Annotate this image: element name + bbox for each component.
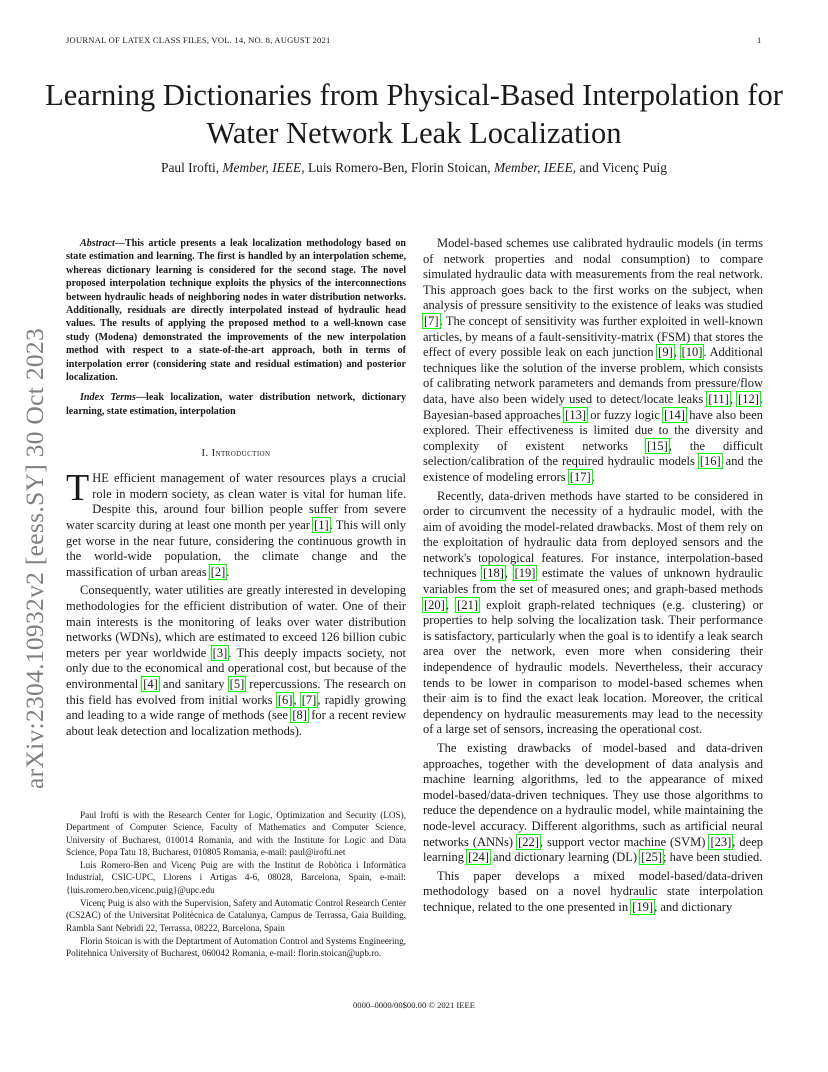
footnote-puig: Vicenç Puig is also with the Supervision, Safety and Automatic Control Research Center (CS2AC) of the Universitat Politècnica de Catalunya, Campus de Terrassa, Gaia Building, Rambla Sant Nebridi 22, Terrassa, 08222, Barcelona, Spain: [66, 898, 406, 933]
text-run: . The concept of sensitivity was further exploited in well-known articles, by means of a fault-sensitivity-matrix (FSM) that stores the effect of every possible leak on each junction: [423, 313, 763, 360]
footnote-stoican: Florin Stoican is with the Deptartment of Automation Control and Systems Engineering, Politehnica University of Bucharest, 060042 Romania, e-mail: florin.stoican@upb.ro.: [66, 935, 406, 959]
text-run: efficient management of water resources plays a crucial role in modern society, as clean water is vital for human life. Despite this, around four billion people suffer from severe water scarcity during at least one month per year: [66, 471, 406, 533]
footnote-romero-puig: Luis Romero-Ben and Vicenç Puig are with the Institut de Robòtica i Informàtica Industrial, CSIC-UPC, Llorens i Artigas 4-6, 08028, Barcelona, Spain, e-mail: {luis.romero.ben,vicenc.puig}@upc.edu: [66, 860, 406, 895]
text-run: estimate the values of unknown hydraulic variables from the set of measured ones; and graph-based methods: [423, 566, 763, 597]
text-run: . This deeply impacts society, not only due to the economical and operational cost, but because of the environmental: [66, 645, 407, 691]
citation-link[interactable]: [23]: [710, 834, 732, 849]
citation-link[interactable]: [17]: [569, 469, 591, 484]
text-run: ,: [504, 566, 514, 581]
dropcap: T: [66, 467, 90, 510]
citation-link[interactable]: [21]: [457, 597, 478, 612]
text-run: ,: [293, 692, 301, 707]
text-run: The existing drawbacks of model-based and data-driven approaches, together with the development of data analysis and machine learning algorithms, led to the appearance of mixed model-based/data-driven techniques. They use those algorithms to reduce the dependence on a hydraulic model, while maintaining the node-level accuracy. Different algorithms, such as artificial neural networks (ANNs): [423, 741, 763, 849]
citation-link[interactable]: [12]: [738, 391, 759, 406]
text-run: ,: [729, 391, 738, 406]
text-run: .: [226, 564, 230, 579]
section-title: Introduction: [211, 448, 271, 460]
text-run: . Bayesian-based approaches: [423, 391, 764, 422]
citation-link[interactable]: [22]: [518, 834, 539, 849]
text-run: , and dictionary: [654, 899, 733, 914]
text-run: . Additional techniques like the solution of the inverse problem, which consists of calibrating network parameters and demands from pressure/flow data, have also been widely used to detect/locate leaks: [423, 345, 763, 406]
author-romero-stoican: Luis Romero-Ben, Florin Stoican,: [307, 160, 491, 175]
text-run: Consequently, water utilities are greatly interested in developing methodologies for the efficient distribution of water. One of their main interests is the monitoring of leaks over water distribution networks (WDNs), which are estimated to exceed 126 billion cubic meters per year worldwide: [66, 583, 406, 660]
left-column: [66, 237, 406, 739]
body-paragraph-model-based: [423, 236, 763, 486]
citation-link[interactable]: [1]: [314, 518, 329, 533]
text-run: repercussions. The research on this field has evolved from initial works: [66, 677, 406, 707]
author-list: [40, 159, 788, 176]
text-run: Recently, data-driven methods have started to be considered in order to circumvent the necessity of a hydraulic model, with the aim of avoiding the model-related drawbacks. Most of them rely on the exploitation of hydraulic data from deployed sensors and the network's topological features. For instance, interpolation-based techniques: [423, 488, 763, 581]
page-number: 1: [757, 35, 762, 45]
citation-link[interactable]: [19]: [632, 899, 654, 914]
text-run: , rapidly growing and leading to a wide range of methods (see: [66, 692, 406, 723]
text-run: .: [591, 469, 595, 484]
citation-link[interactable]: [14]: [664, 407, 685, 422]
section-heading: [66, 448, 406, 459]
intro-first-word: HE: [92, 471, 109, 486]
text-run: and the existence of modeling errors: [423, 454, 763, 484]
text-run: ,: [445, 597, 457, 612]
paper-title: Learning Dictionaries from Physical-Based Interpolation for Water Network Leak Localization: [45, 78, 783, 150]
body-paragraph-data-driven: [423, 489, 763, 739]
citation-link[interactable]: [24]: [468, 850, 489, 865]
text-run: ; have been studied.: [663, 850, 763, 865]
affiliation-footnotes: [66, 809, 406, 960]
citation-link[interactable]: [10]: [681, 345, 703, 360]
index-terms-label: Index Terms: [80, 392, 136, 404]
citation-link[interactable]: [25]: [641, 850, 663, 865]
text-run: have also been explored. Their effectiveness is limited due to the diversity and complexity of existent networks: [423, 407, 764, 453]
citation-link[interactable]: [7]: [301, 692, 317, 707]
text-run: , support vector machine (SVM): [539, 834, 710, 849]
text-run: , the difficult selection/calibration of the required hydraulic models: [423, 438, 764, 469]
text-run: Model-based schemes use calibrated hydraulic models (in terms of network properties and nodal consumption) to compare simulated hydraulic data with measurements from the real network. This approach goes back to the first works on the subject, when analysis of pressure sensitivity to the existence of leaks was studied: [423, 236, 763, 313]
citation-link[interactable]: [4]: [143, 677, 158, 691]
index-terms-text: —leak localization, water distribution network, dictionary learning, state estimation, interpolation: [66, 392, 406, 417]
citation-link[interactable]: [16]: [699, 454, 721, 469]
text-run: or fuzzy logic: [586, 407, 664, 422]
author-irofti: Paul Irofti,: [161, 160, 220, 175]
body-paragraph-mixed: [423, 741, 763, 866]
abstract-label: Abstract: [80, 238, 115, 249]
footnote-irofti: Paul Irofti is with the Research Center for Logic, Optimization and Security (LOS), Department of Computer Science, Faculty of Mathematics and Computer Science, University of Bucharest, 010014 Romania, and with the Institute for Logic and Data Science, Popa Tatu 18, Bucharest, 010805 Romania, e-mail: paul@irofti.net: [66, 810, 406, 857]
citation-link[interactable]: [7]: [424, 313, 439, 328]
citation-link[interactable]: [8]: [292, 708, 307, 723]
citation-link[interactable]: [2]: [210, 564, 226, 579]
journal-header: JOURNAL OF LATEX CLASS FILES, VOL. 14, NO. 8, AUGUST 2021: [66, 35, 331, 45]
citation-link[interactable]: [11]: [708, 391, 729, 406]
text-run: and sanitary: [158, 677, 229, 691]
body-paragraph-contribution: [423, 869, 763, 916]
citation-link[interactable]: [3]: [212, 645, 228, 660]
author-stoican-role: Member, IEEE,: [493, 160, 577, 175]
right-column: [423, 236, 763, 916]
section-number: I.: [201, 448, 209, 460]
citation-link[interactable]: [6]: [277, 692, 293, 707]
text-run: ,: [673, 345, 681, 360]
copyright-footer: 0000–0000/00$00.00 © 2021 IEEE: [352, 1000, 476, 1010]
citation-link[interactable]: [9]: [658, 345, 673, 360]
citation-link[interactable]: [20]: [424, 597, 445, 612]
citation-link[interactable]: [13]: [565, 407, 586, 422]
text-run: This paper develops a mixed model-based/data-driven methodology based on a novel hydraulic state interpolation technique, related to the one presented in: [423, 868, 763, 914]
author-puig: and Vicenç Puig: [579, 160, 667, 175]
intro-paragraph-1: [66, 467, 407, 580]
intro-paragraph-2: [66, 583, 406, 739]
text-run: for a recent review about leak detection and localization methods).: [66, 708, 406, 738]
abstract-text: —This article presents a leak localization methodology based on state estimation and learning. The first is handled by an interpolation scheme, whereas dictionary learning is considered for the second stage. The novel proposed interpolation technique exploits the physics of the interconnections between hydraulic heads of neighboring nodes in water distribution networks. Additionally, residuals are directly interpolated instead of hydraulic head values. The results of applying the proposed method to a well-known case study (Modena) demonstrated the improvements of the new interpolation method with respect to a state-of-the-art approach, both in terms of interpolation error (considering state and residual estimation) and posterior localization.: [66, 238, 406, 384]
arxiv-identifier: arXiv:2304.10932v2 [eess.SY] 30 Oct 2023: [20, 327, 49, 789]
text-run: , deep learning: [423, 834, 763, 865]
text-run: exploit graph-related techniques (e.g. clustering) or properties to help solving the localization task. Their performance is satisfactory, particularly when the goal is to identify a leak search area over the network, even more when considering their independence of hydraulic models. Nevertheless, their accuracy tends to be lower in comparison to model-based schemes when their aim is to find the exact leak location. Moreover, the critical dependency on hydraulic measurements may lead to the necessity of a large set of sensors, increasing the operational cost.: [423, 597, 763, 737]
author-irofti-role: Member, IEEE,: [222, 160, 305, 175]
abstract: [66, 237, 406, 384]
text-run: . This will only get worse in the near future, considering the continuous growth in the world-wide population, the climate change and the massification of urban areas: [66, 518, 407, 579]
citation-link[interactable]: [18]: [483, 566, 504, 581]
citation-link[interactable]: [19]: [514, 566, 536, 581]
index-terms: [66, 391, 406, 418]
citation-link[interactable]: [5]: [229, 677, 245, 691]
text-run: and dictionary learning (DL): [489, 850, 641, 865]
citation-link[interactable]: [15]: [646, 438, 668, 453]
